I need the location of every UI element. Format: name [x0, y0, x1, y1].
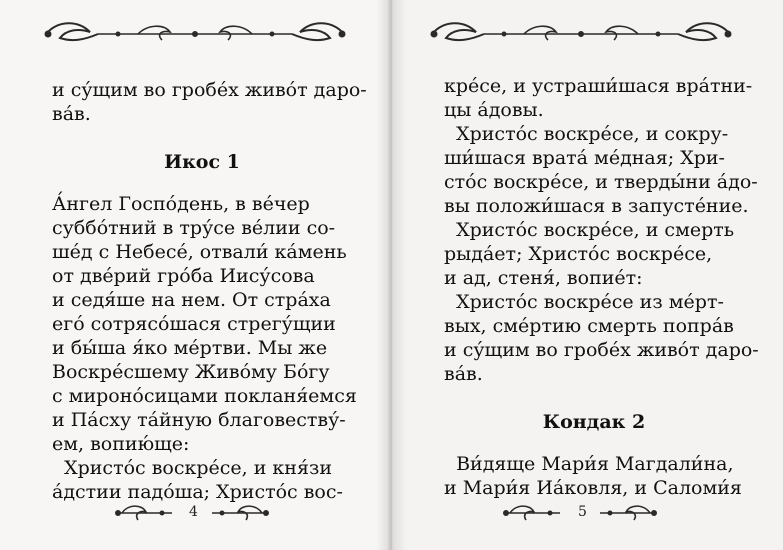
- bottom-ornament-left-a: [112, 502, 178, 524]
- text-line: цы а́довы.: [444, 99, 544, 121]
- top-ornament-right: [424, 18, 738, 50]
- book-gutter: [376, 0, 406, 550]
- text-line: ва́в.: [444, 363, 483, 385]
- text-line: от две́рий гро́ба Иису́сова: [52, 265, 315, 287]
- text-line: Воскре́сшему Живо́му Бо́гу: [52, 361, 330, 383]
- text-line: а́дстии падо́ша; Христо́с вос-: [52, 481, 343, 503]
- text-line: рыда́ет; Христо́с воскре́се,: [444, 243, 713, 265]
- page-number: 4: [189, 504, 198, 520]
- text-line: и ад, стеня́, вопие́т:: [444, 267, 643, 289]
- text-line: сто́с воскре́се, и тверды́ни а́до-: [444, 171, 758, 193]
- page-number: 5: [578, 504, 587, 520]
- right-page: [392, 0, 783, 550]
- text-line: и су́щим во гробе́х живо́т даро-: [444, 339, 759, 361]
- text-line: и су́щим во гробе́х живо́т даро-: [52, 79, 367, 101]
- left-text-block: [52, 78, 367, 504]
- text-line: и Па́сху та́йную благовеству́-: [52, 409, 346, 431]
- text-line: вы положи́шася в запусте́ние.: [444, 195, 749, 217]
- text-line: и Мари́я Иа́ковля, и Саломи́я: [444, 477, 742, 499]
- bottom-ornament-right-b: [594, 502, 660, 524]
- bottom-ornament-left-b: [206, 502, 272, 524]
- section-heading: Икос 1: [164, 151, 240, 173]
- text-line: с мироно́сицами покланя́емся: [52, 385, 357, 407]
- text-line: и бы́ша я́ко ме́ртви. Мы же: [52, 337, 328, 359]
- text-line: ва́в.: [52, 103, 91, 125]
- text-line: вых, сме́ртию смерть попра́в: [444, 315, 734, 337]
- bottom-ornament-right-a: [500, 502, 566, 524]
- text-line: Ви́дяще Мари́я Магдали́на,: [444, 453, 734, 475]
- top-ornament-left: [38, 18, 352, 50]
- right-text-block: [444, 74, 759, 500]
- text-line: суббо́тний в тру́се ве́лии со-: [52, 217, 336, 239]
- text-line: Христо́с воскре́се из ме́рт-: [444, 291, 724, 313]
- text-line: Христо́с воскре́се, и смерть: [444, 219, 735, 241]
- text-line: ше́д с Небесе́, отвали́ ка́мень: [52, 241, 347, 263]
- text-line: его́ сотрясо́шася стрегу́щии: [52, 313, 336, 335]
- left-page: [0, 0, 388, 550]
- text-line: Христо́с воскре́се, и кня́зи: [52, 457, 332, 479]
- section-heading: Кондак 2: [542, 411, 646, 433]
- text-line: Христо́с воскре́се, и сокру-: [444, 123, 729, 145]
- text-line: и седя́ше на нем. От стра́ха: [52, 289, 331, 311]
- text-line: ши́шася врата́ ме́дная; Хри-: [444, 147, 725, 169]
- text-line: А́нгел Госпо́день, в ве́чер: [52, 193, 310, 215]
- text-line: ем, вопию́ще:: [52, 433, 190, 455]
- text-line: кре́се, и устраши́шася вра́тни-: [444, 75, 753, 97]
